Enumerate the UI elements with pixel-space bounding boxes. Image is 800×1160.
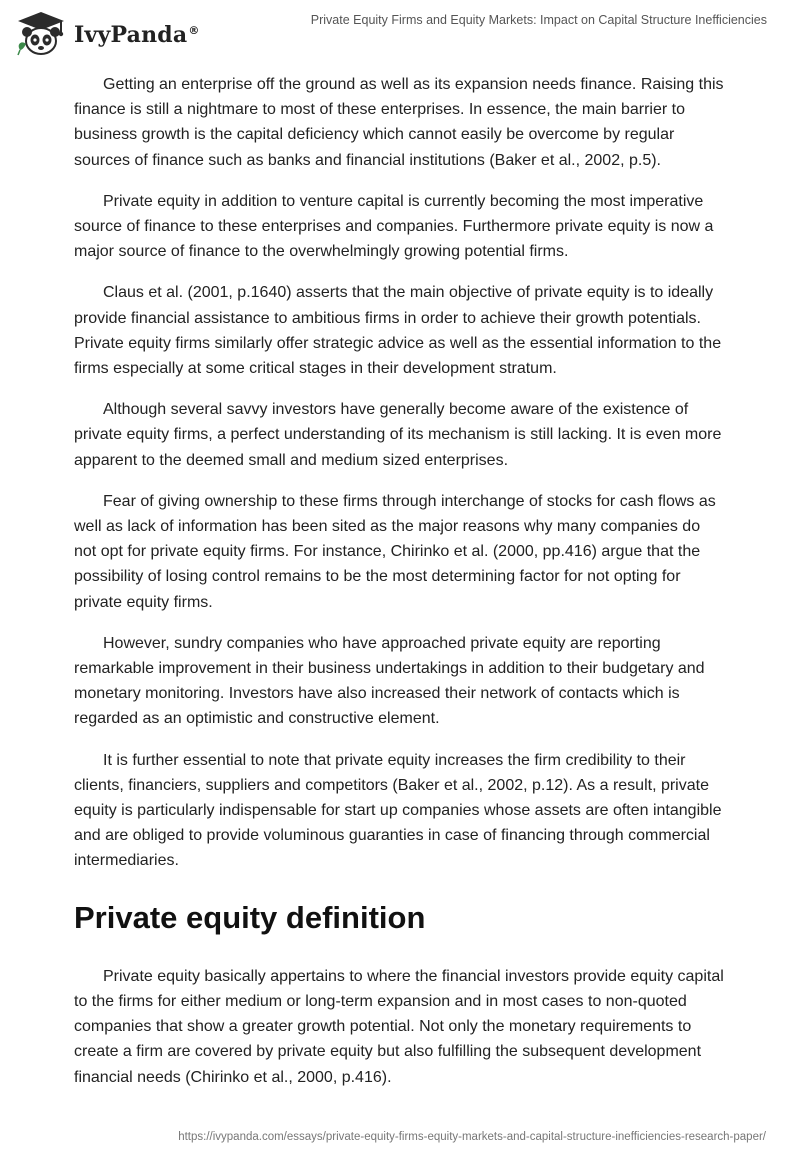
paragraph: Although several savvy investors have generally become aware of the existence of private equity firms, a perfect understanding of its mechanism is still lacking. It is even more apparent to the deemed small and medium sized enterprises. xyxy=(74,401,722,469)
logo[interactable] xyxy=(14,10,200,58)
paragraph: Private equity basically appertains to where the financial investors provide equity capital to the firms for either medium or long-term expansion and in most cases to non-quoted companies that show a greater growth potential. Not only the monetary requirements to create a firm are covered by private equity but also fulfilling the subsequent development financial needs (Chirinko et al., 2000, p.416). xyxy=(74,967,724,1086)
paragraph: Fear of giving ownership to these firms through interchange of stocks for cash flows as well as lack of information has been sited as the major reasons why many companies do not opt for private equity firms. For instance, Chirinko et al. (2000, pp.416) argue that the possibility of losing control remains to be the most determining factor for not opting for private equity firms. xyxy=(74,492,716,611)
brand-name: IvyPanda® xyxy=(74,22,200,48)
registered-mark: ® xyxy=(188,23,200,37)
paragraph: Private equity in addition to venture capital is currently becoming the most imperative source of finance to these enterprises and companies. Furthermore private equity is now a major source of finance to the overwhelmingly growing potential firms. xyxy=(74,192,714,261)
section-heading: Private equity definition xyxy=(74,899,426,935)
source-url[interactable]: https://ivypanda.com/essays/private-equity-firms-equity-markets-and-capital-structure-inefficiencies-research-paper/ xyxy=(178,1131,766,1143)
paragraph: However, sundry companies who have approached private equity are reporting remarkable improvement in their business undertakings in addition to their budgetary and monetary monitoring. Investors have also increased their network of contacts which is regarded as an optimistic and constructive element. xyxy=(74,634,705,728)
paragraph: Claus et al. (2001, p.1640) asserts that the main objective of private equity is to ideally provide financial assistance to ambitious firms in order to achieve their growth potentials. Private equity firms similarly offer strategic advice as well as the essential information to the firms especially at some critical stages in their development stratum. xyxy=(74,284,722,378)
paragraph: Getting an enterprise off the ground as well as its expansion needs finance. Raising this finance is still a nightmare to most of these enterprises. In essence, the main barrier to business growth is the capital deficiency which cannot easily be overcome by regular sources of finance such as banks and financial institutions (Baker et al., 2002, p.5). xyxy=(74,76,724,169)
panda-logo-icon xyxy=(14,10,68,58)
article-body xyxy=(74,72,724,1106)
running-title: Private Equity Firms and Equity Markets: Impact on Capital Structure Inefficiencies xyxy=(310,13,767,27)
paragraph: It is further essential to note that private equity increases the firm credibility to their clients, financiers, suppliers and competitors (Baker et al., 2002, p.12). As a result, private equity is particularly indispensable for start up companies whose assets are often intangible and are obliged to provide voluminous guaranties in case of financing through commercial intermediaries. xyxy=(74,751,722,870)
